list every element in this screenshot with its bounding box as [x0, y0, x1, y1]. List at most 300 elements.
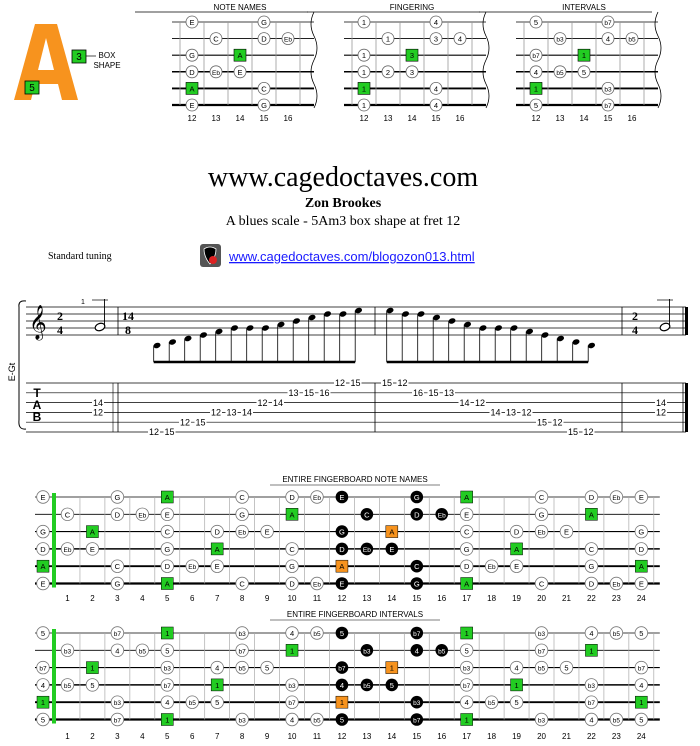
marker-label: A: [189, 84, 195, 94]
time-signature-end-bottom: 4: [632, 323, 638, 337]
marker-label: 1: [385, 34, 391, 44]
note-names-diagram: [135, 3, 317, 123]
tab-clef-letter: T: [33, 386, 41, 400]
marker-label: G: [164, 544, 171, 554]
fret-number: 21: [562, 732, 571, 741]
tab-number: 12: [148, 427, 160, 438]
marker-label: 4: [289, 715, 295, 725]
marker-label: Eb: [437, 512, 446, 520]
marker-label: 1: [389, 663, 394, 673]
site-title: www.cagedoctaves.com: [207, 162, 479, 193]
fingering-diagram: [307, 3, 489, 123]
fret-number: 2: [90, 732, 95, 741]
nut: [52, 629, 56, 724]
marker-label: b3: [587, 682, 596, 690]
final-barline-thick: [685, 307, 688, 335]
marker-label: G: [463, 544, 470, 554]
marker-label: D: [588, 493, 595, 502]
marker-label: E: [264, 527, 270, 537]
marker-label: D: [414, 510, 420, 520]
marker-label: b3: [604, 86, 612, 94]
marker-label: 4: [165, 698, 170, 708]
marker-label: D: [588, 579, 595, 589]
tab-number: 15: [381, 378, 393, 389]
marker-label: G: [339, 527, 345, 537]
marker-label: b7: [413, 717, 421, 725]
tab-number: 14: [272, 397, 284, 408]
marker-label: b5: [438, 648, 446, 656]
marker-label: 2: [385, 67, 391, 77]
fret-number: 16: [437, 594, 447, 603]
diagram-title: NOTE NAMES: [213, 3, 267, 12]
marker-label: b3: [463, 665, 471, 673]
marker-label: Eb: [188, 564, 197, 572]
tab-number: 16: [319, 388, 330, 398]
logo-badge-top-label: 3: [76, 52, 82, 63]
fret-number: 10: [287, 732, 297, 741]
tab-number: 15: [567, 427, 579, 438]
marker-label: G: [289, 562, 295, 572]
guitar-pick-icon: [200, 244, 221, 267]
marker-label: b5: [556, 69, 564, 77]
marker-label: b7: [338, 665, 346, 673]
marker-label: A: [514, 544, 520, 554]
fret-number: 17: [462, 732, 472, 741]
marker-label: b3: [288, 682, 296, 690]
descending-run: [386, 307, 596, 362]
fret-number: 13: [362, 594, 372, 603]
fret-number: 8: [239, 732, 245, 741]
marker-label: E: [638, 493, 644, 502]
marker-label: C: [538, 579, 545, 589]
author-name: Zon Brookes: [304, 196, 382, 211]
marker-label: 4: [433, 18, 439, 27]
marker-label: 4: [533, 67, 539, 77]
tab-number: 12: [92, 407, 104, 418]
marker-label: C: [239, 493, 245, 502]
fret-number: 15: [431, 114, 441, 123]
fret-number: 16: [283, 114, 293, 123]
tab-number: 16: [412, 388, 424, 398]
marker-label: C: [289, 544, 295, 554]
marker-label: b5: [612, 717, 620, 725]
marker-label: G: [538, 510, 545, 520]
logo-badge-bottom-label: 5: [29, 83, 35, 94]
marker-label: A: [40, 562, 46, 572]
marker-label: E: [40, 493, 46, 502]
fret-number: 12: [187, 114, 197, 123]
fret-number: 21: [562, 594, 571, 603]
fret-number: 2: [90, 594, 95, 603]
marker-label: D: [463, 562, 470, 572]
fret-number: 15: [603, 114, 613, 123]
marker-label: 5: [40, 715, 46, 725]
marker-label: E: [89, 544, 95, 554]
marker-label: b5: [63, 682, 72, 690]
fret-number: 13: [211, 114, 221, 123]
marker-label: b3: [113, 700, 121, 708]
diagram-title: INTERVALS: [562, 3, 606, 12]
marker-label: 1: [464, 715, 469, 725]
scale-subtitle: A blues scale - 5Am3 box shape at fret 12: [225, 214, 461, 229]
marker-label: b5: [488, 700, 496, 708]
box-shape-label-2: SHAPE: [93, 61, 121, 70]
fret-number: 23: [611, 732, 621, 741]
tab-number: 12: [552, 417, 563, 428]
marker-label: E: [638, 579, 644, 589]
marker-label: A: [164, 493, 170, 502]
fret-number: 1: [65, 594, 70, 603]
marker-label: 4: [589, 629, 594, 638]
tab-number: 15: [350, 378, 361, 389]
marker-label: 1: [215, 680, 220, 690]
marker-label: 1: [339, 698, 345, 708]
marker-label: b5: [313, 717, 321, 725]
tab-number: 12: [257, 397, 268, 408]
track-label: E-Gt: [7, 362, 17, 382]
marker-label: D: [638, 544, 645, 554]
marker-label: b3: [238, 631, 246, 638]
marker-label: G: [261, 101, 267, 110]
marker-label: b7: [39, 665, 47, 673]
marker-label: 1: [361, 84, 367, 94]
mini-diagrams: [135, 3, 661, 123]
marker-label: 4: [457, 34, 463, 44]
note-names-fingerboard: [35, 475, 660, 603]
measure-number: 1: [81, 299, 85, 306]
cut-line: [655, 12, 661, 108]
fret-number: 7: [214, 594, 220, 603]
marker-label: 5: [165, 646, 170, 656]
marker-label: 3: [409, 51, 415, 61]
fret-number: 6: [189, 732, 195, 741]
fret-number: 16: [437, 732, 447, 741]
blog-link[interactable]: www.cagedoctaves.com/blogozon013.html: [229, 249, 475, 264]
marker-label: b3: [238, 717, 246, 725]
marker-label: G: [114, 579, 121, 589]
fret-number: 12: [359, 114, 369, 123]
fret-number: 23: [611, 594, 621, 603]
marker-label: 4: [40, 680, 46, 690]
fret-number: 14: [235, 114, 245, 123]
marker-label: b3: [363, 648, 371, 656]
marker-label: b3: [63, 648, 72, 656]
marker-label: Eb: [312, 495, 321, 502]
marker-label: b5: [537, 665, 546, 673]
tab-number: 15: [536, 417, 548, 428]
marker-label: 4: [464, 698, 469, 708]
tab-number: 13: [288, 388, 299, 398]
tab-number: 14: [241, 407, 253, 418]
marker-label: Eb: [612, 495, 621, 502]
marker-label: 1: [581, 51, 587, 61]
marker-label: 1: [464, 629, 469, 638]
marker-label: b7: [537, 648, 546, 656]
fret-number: 13: [555, 114, 565, 123]
fret-number: 19: [512, 732, 522, 741]
marker-label: b7: [413, 631, 421, 638]
marker-label: b7: [604, 20, 612, 27]
fingerboard-title: ENTIRE FINGERBOARD NOTE NAMES: [282, 475, 428, 484]
fret-number: 3: [115, 732, 120, 741]
fret-number: 9: [264, 594, 270, 603]
tab-clef-letter: B: [32, 410, 42, 424]
marker-label: Eb: [238, 529, 247, 537]
system-bracket: [19, 301, 26, 429]
marker-label: b3: [556, 36, 564, 44]
fret-number: 24: [636, 594, 646, 603]
tab-number: 12: [210, 407, 222, 418]
fret-number: 15: [259, 114, 269, 123]
marker-label: 4: [639, 680, 644, 690]
marker-label: 4: [605, 34, 611, 44]
marker-label: b5: [628, 36, 636, 44]
marker-label: G: [114, 493, 121, 502]
marker-label: C: [463, 527, 470, 537]
marker-label: 5: [464, 646, 469, 656]
marker-label: 4: [414, 646, 419, 656]
marker-label: b5: [238, 665, 246, 673]
tab-number: 13: [443, 388, 455, 398]
marker-label: C: [364, 510, 370, 520]
marker-label: C: [414, 562, 420, 572]
fret-number: 16: [627, 114, 637, 123]
marker-label: G: [588, 562, 595, 572]
marker-label: C: [261, 84, 267, 94]
final-tab-barline-thick: [685, 383, 688, 432]
marker-label: 1: [40, 698, 46, 708]
fret-number: 4: [140, 732, 145, 741]
marker-label: Eb: [312, 581, 321, 589]
marker-label: G: [189, 51, 195, 61]
tab-number: 12: [179, 417, 191, 428]
marker-label: b5: [363, 682, 371, 690]
tab-number: 12: [655, 407, 667, 418]
fret-number: 16: [455, 114, 465, 123]
box-shape-label-1: BOX: [98, 51, 116, 60]
fret-number: 12: [337, 594, 347, 603]
fret-number: 11: [312, 732, 322, 741]
marker-label: Eb: [612, 581, 621, 589]
marker-label: G: [261, 18, 267, 27]
marker-label: Eb: [138, 512, 147, 520]
marker-label: b7: [587, 700, 596, 708]
fret-number: 13: [362, 732, 372, 741]
fret-number: 18: [487, 594, 497, 603]
fret-number: 13: [383, 114, 393, 123]
fret-number: 18: [487, 732, 497, 741]
marker-label: D: [513, 527, 520, 537]
marker-label: b5: [138, 648, 146, 656]
tuning-label: Standard tuning: [48, 251, 112, 262]
tab-number: 13: [505, 407, 517, 418]
marker-label: b7: [604, 103, 612, 110]
marker-label: 5: [339, 715, 345, 725]
tab-number: 14: [655, 397, 667, 408]
marker-label: 4: [514, 663, 519, 673]
marker-label: E: [214, 562, 220, 572]
marker-label: 1: [639, 698, 644, 708]
marker-label: 4: [433, 101, 439, 110]
tab-number: 14: [92, 397, 104, 408]
fret-number: 10: [287, 594, 297, 603]
tab-number: 14: [490, 407, 501, 418]
tab-number: 12: [334, 378, 346, 389]
marker-label: b3: [537, 631, 546, 638]
marker-label: A: [638, 562, 644, 572]
tab-number: 15: [164, 427, 175, 438]
marker-label: b3: [413, 700, 421, 708]
marker-label: C: [538, 493, 545, 502]
marker-label: b3: [537, 717, 546, 725]
marker-label: E: [339, 579, 345, 589]
marker-label: 5: [215, 698, 220, 708]
marker-label: 5: [90, 680, 95, 690]
marker-label: D: [289, 493, 295, 502]
marker-label: D: [164, 562, 170, 572]
marker-label: A: [339, 562, 345, 572]
marker-label: 4: [289, 629, 295, 638]
marker-label: 5: [533, 101, 539, 110]
marker-label: Eb: [212, 69, 220, 77]
marker-label: 4: [589, 715, 594, 725]
fret-number: 1: [65, 732, 70, 741]
marker-label: 4: [339, 680, 345, 690]
marker-label: b5: [188, 700, 196, 708]
marker-label: 5: [339, 629, 345, 638]
marker-label: 1: [90, 663, 95, 673]
marker-label: E: [339, 493, 345, 502]
marker-label: D: [189, 67, 195, 77]
marker-label: A: [464, 579, 470, 589]
cut-line: [311, 12, 317, 108]
marker-label: Eb: [537, 529, 546, 537]
fret-number: 14: [407, 114, 417, 123]
tab-number: 13: [226, 407, 237, 418]
marker-label: E: [237, 67, 243, 77]
time-signature-mid-top: 14: [122, 309, 134, 323]
fret-number: 11: [312, 594, 322, 603]
fret-number: 22: [586, 732, 596, 741]
full-fingerboards: [35, 475, 660, 741]
marker-label: D: [289, 579, 295, 589]
intervals-diagram: [479, 3, 661, 123]
fret-number: 22: [586, 594, 596, 603]
logo: [14, 24, 121, 100]
marker-label: A: [164, 579, 170, 589]
marker-label: D: [114, 510, 121, 520]
marker-label: E: [389, 544, 395, 554]
tab-number: 15: [195, 417, 206, 428]
fret-number: 17: [462, 594, 472, 603]
score: [7, 299, 688, 437]
marker-label: b7: [163, 682, 171, 690]
marker-label: 1: [514, 680, 519, 690]
marker-label: 4: [215, 663, 220, 673]
marker-label: b5: [612, 631, 620, 638]
fret-number: 15: [412, 732, 422, 741]
marker-label: b7: [113, 631, 121, 638]
marker-label: D: [40, 544, 46, 554]
marker-label: b7: [113, 717, 121, 725]
ascending-run: [153, 307, 363, 362]
marker-label: Eb: [487, 564, 496, 572]
marker-label: 5: [639, 629, 644, 638]
marker-label: A: [588, 510, 594, 520]
marker-label: A: [289, 510, 295, 520]
marker-label: 1: [361, 67, 367, 77]
marker-label: 5: [264, 663, 270, 673]
tab-number: 15: [428, 388, 439, 398]
fret-number: 7: [214, 732, 220, 741]
marker-label: C: [164, 527, 170, 537]
time-signature-end-top: 2: [632, 309, 638, 323]
fret-number: 9: [264, 732, 270, 741]
marker-label: E: [189, 101, 195, 110]
marker-label: A: [214, 544, 220, 554]
fret-number: 20: [537, 732, 546, 741]
marker-label: Eb: [284, 36, 292, 44]
fret-number: 14: [387, 594, 397, 603]
marker-label: b7: [637, 665, 645, 673]
marker-label: D: [261, 34, 267, 44]
marker-label: G: [638, 527, 645, 537]
marker-label: A: [389, 527, 395, 537]
fret-number: 20: [537, 594, 546, 603]
tab-number: 12: [583, 427, 594, 438]
nut: [52, 493, 56, 588]
tab-number: 12: [397, 378, 408, 389]
marker-label: 1: [533, 84, 539, 94]
marker-label: 1: [165, 715, 170, 725]
marker-label: G: [40, 527, 46, 537]
marker-label: G: [413, 493, 420, 502]
marker-label: A: [89, 527, 95, 537]
fret-number: 3: [115, 594, 120, 603]
marker-label: G: [239, 510, 246, 520]
marker-label: E: [164, 510, 170, 520]
fret-number: 14: [579, 114, 589, 123]
tab-number: 15: [303, 388, 315, 398]
marker-label: 5: [581, 67, 587, 77]
marker-label: D: [214, 527, 220, 537]
marker-label: C: [588, 544, 595, 554]
marker-label: 1: [361, 18, 367, 27]
marker-label: E: [189, 18, 195, 27]
tab-number: 12: [474, 397, 486, 408]
marker-label: b5: [313, 631, 321, 638]
marker-label: C: [114, 562, 121, 572]
fret-number: 12: [531, 114, 541, 123]
tab-number: 14: [459, 397, 470, 408]
marker-label: b3: [163, 665, 171, 673]
marker-label: D: [339, 544, 345, 554]
marker-label: Eb: [63, 546, 72, 554]
marker-label: b7: [238, 648, 246, 656]
marker-label: E: [464, 510, 470, 520]
marker-label: 5: [564, 663, 569, 673]
marker-label: 3: [409, 67, 415, 77]
marker-label: 5: [389, 680, 394, 690]
marker-label: 5: [533, 18, 539, 27]
marker-label: 1: [165, 629, 170, 638]
intervals-fingerboard: [35, 610, 660, 741]
marker-label: 4: [115, 646, 120, 656]
marker-label: G: [413, 579, 420, 589]
fret-number: 19: [512, 594, 522, 603]
tab-number: 12: [521, 407, 532, 418]
fret-number: 15: [412, 594, 422, 603]
